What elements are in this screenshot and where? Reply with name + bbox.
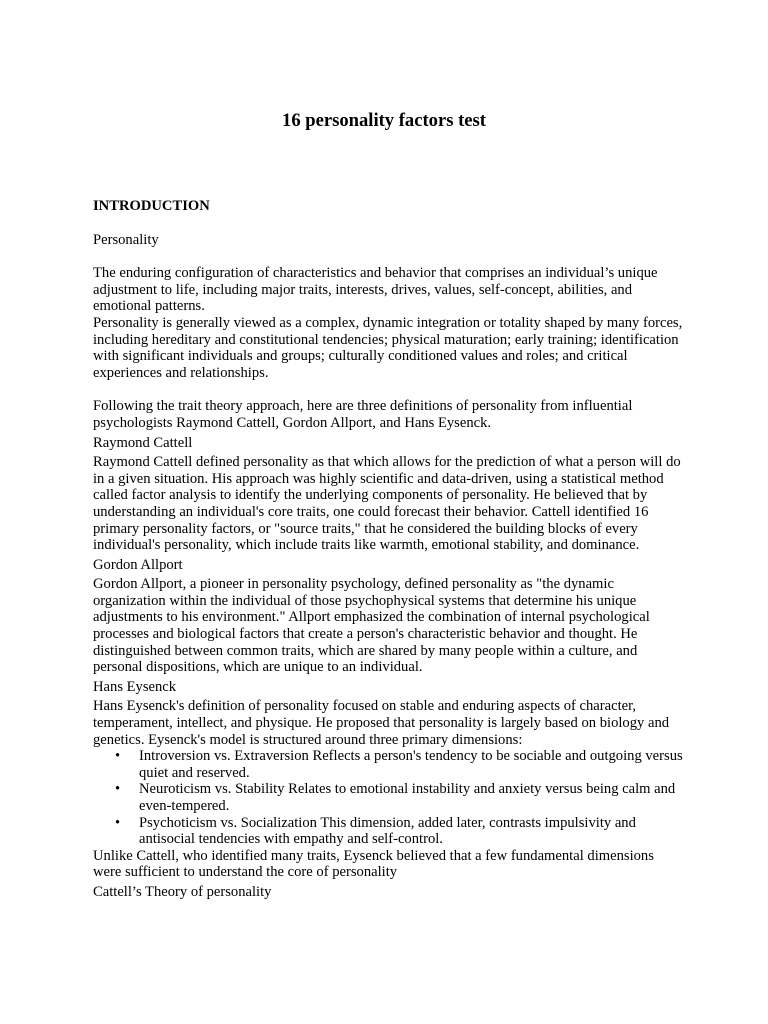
bullet-icon: • bbox=[115, 748, 121, 765]
paragraph-gordon-allport: Gordon Allport, a pioneer in personality psychology, defined personality as "the dynamic organization within the individual of those psychophysical systems that determine his unique adjustments to his environment." Allport emphasized the combination of internal psychological processes and biological factors that create a person's characteristic behavior and thought. He distinguished between common traits, which are shared by many people within a culture, and personal dispositions, which are unique to an individual. bbox=[93, 576, 650, 676]
list-item bbox=[93, 781, 683, 814]
list-item bbox=[93, 815, 683, 848]
paragraph-integration: Personality is generally viewed as a complex, dynamic integration or totality shaped by many forces, including hereditary and constitutional tendencies; physical maturation; early training; identification with significant individuals and groups; culturally conditioned values and roles; and critical experiences and relationships. bbox=[93, 314, 683, 381]
paragraph-trait-theory: Following the trait theory approach, here are three definitions of personality from influential psychologists Raymond Cattell, Gordon Allport, and Hans Eysenck. bbox=[93, 398, 633, 431]
list-item-text: Neuroticism vs. Stability Relates to emotional instability and anxiety versus being calm and even-tempered. bbox=[139, 781, 676, 814]
personality-label: Personality bbox=[93, 231, 159, 248]
document-body bbox=[93, 198, 683, 901]
section-heading-introduction: INTRODUCTION bbox=[93, 198, 210, 214]
paragraph-unlike-cattell: Unlike Cattell, who identified many traits, Eysenck believed that a few fundamental dimensions were sufficient to understand the core of personality bbox=[93, 847, 654, 881]
list-item-text: Introversion vs. Extraversion Reflects a person's tendency to be sociable and outgoing versus quiet and reserved. bbox=[139, 748, 683, 781]
paragraph-raymond-cattell: Raymond Cattell defined personality as that which allows for the prediction of what a person will do in a given situation. His approach was highly scientific and data-driven, using a statistical method called factor analysis to identify the underlying components of personality. He believed that by understanding an individual's core traits, one could forecast their behavior. Cattell identified 16 primary personality factors, or "source traits," that he considered the building blocks of every individual's personality, which include traits like warmth, emotional stability, and dominance. bbox=[93, 454, 681, 554]
subheading-hans-eysenck: Hans Eysenck bbox=[93, 678, 177, 695]
paragraph-hans-eysenck: Hans Eysenck's definition of personality focused on stable and enduring aspects of character, temperament, intellect, and physique. He proposed that personality is largely based on biology and genetics. Eysenck's model is structured around three primary dimensions: bbox=[93, 698, 670, 748]
bullet-icon: • bbox=[115, 814, 121, 831]
list-item-text: Psychoticism vs. Socialization This dimension, added later, contrasts impulsivity and antisocial tendencies with empathy and self-control. bbox=[139, 814, 636, 848]
paragraph-definition: The enduring configuration of characteristics and behavior that comprises an individual’s unique adjustment to life, including major traits, interests, drives, values, self-concept, abilities, and emotional patterns. bbox=[93, 265, 658, 315]
document-title: 16 personality factors test bbox=[282, 110, 486, 131]
subheading-gordon-allport: Gordon Allport bbox=[93, 556, 183, 573]
subheading-raymond-cattell: Raymond Cattell bbox=[93, 434, 193, 451]
bullet-icon: • bbox=[115, 781, 121, 798]
list-item bbox=[93, 748, 683, 781]
eysenck-dimensions-list bbox=[93, 748, 683, 848]
subheading-cattell-theory: Cattell’s Theory of personality bbox=[93, 883, 272, 900]
